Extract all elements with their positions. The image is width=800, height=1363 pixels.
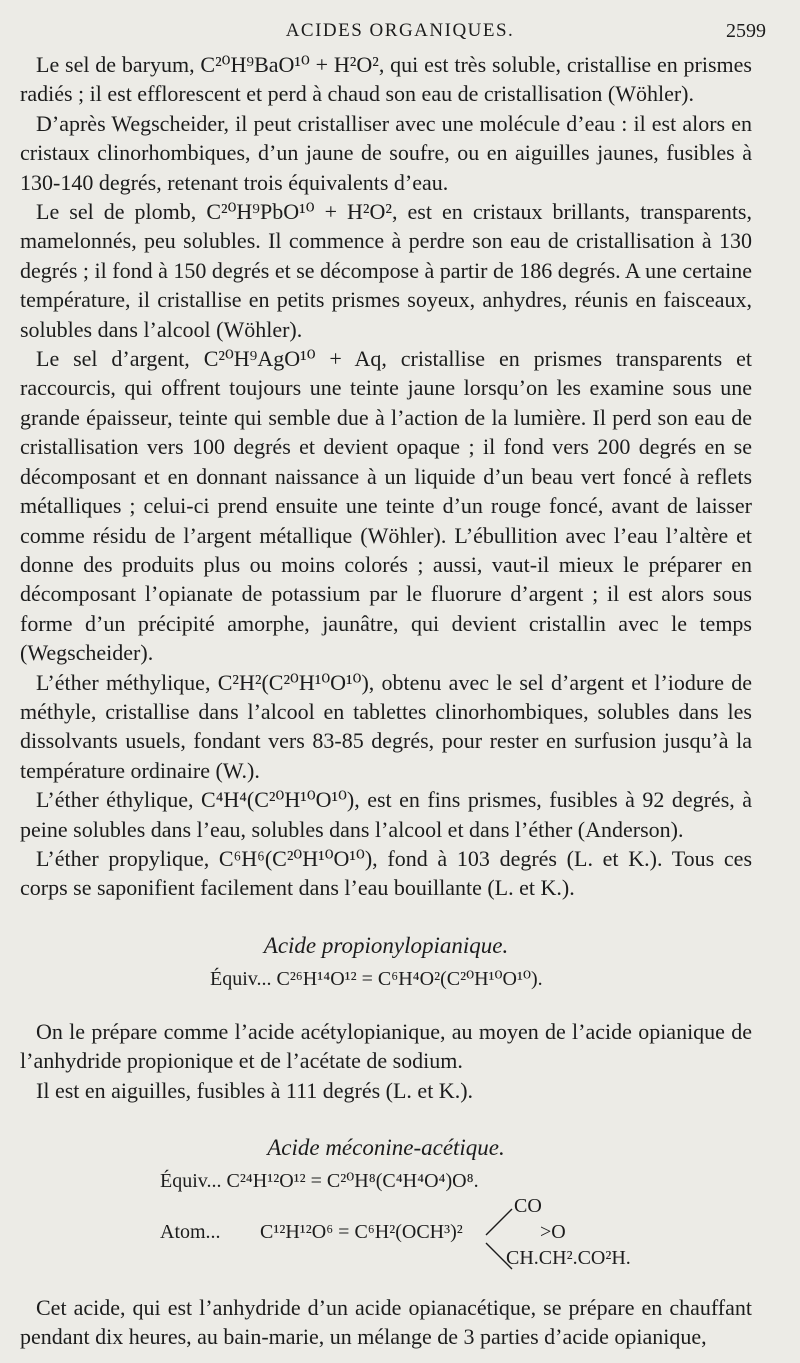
- section-title-meconine-acetique: Acide méconine-acétique.: [267, 1135, 505, 1160]
- paragraph-sel-de-baryum: Le sel de baryum, C²⁰H⁹BaO¹⁰ + H²O², qui est très soluble, cristallise en prismes radiés ; il est efflorescent et perd à chaud son eau de cristallisation (Wöhler).: [20, 52, 752, 107]
- page-number: 2599: [726, 20, 766, 42]
- running-head: ACIDES ORGANIQUES.: [285, 20, 515, 41]
- atom-label: Atom...: [160, 1221, 221, 1243]
- paragraph-wegscheider: D’après Wegscheider, il peut cristalliser avec une molécule d’eau : il est alors en cristaux clinorhombiques, d’un jaune de soufre, ou en aiguilles jaunes, fusibles à 130-140 degrés, retenant trois équivalents d’eau.: [20, 110, 752, 195]
- equiv-formula-meconine-acetique: Équiv... C²⁴H¹²O¹² = C²⁰H⁸(C⁴H⁴O⁴)O⁸.: [160, 1170, 479, 1192]
- atomic-formula-block: [20, 1195, 752, 1275]
- atom-o-bridge: >O: [540, 1221, 566, 1243]
- paragraph-preparation: On le prépare comme l’acide acétylopianique, au moyen de l’acide opianique de l’anhydride propionique et de l’acétate de sodium.: [20, 1018, 752, 1074]
- page-header: [0, 14, 800, 44]
- atom-co-group: CO: [514, 1195, 542, 1217]
- paragraph-ether-methylique: L’éther méthylique, C²H²(C²⁰H¹⁰O¹⁰), obtenu avec le sel d’argent et l’iodure de méthyle, cristallise dans l’alcool en tablettes clinorhombiques, solubles dans les dissolvants usuels, fondant vers 83-85 degrés, pour rester en surfusion jusqu’à la température ordinaire (W.).: [20, 669, 752, 783]
- paragraph-ether-ethylique: L’éther éthylique, C⁴H⁴(C²⁰H¹⁰O¹⁰), est en fins prismes, fusibles à 92 degrés, à peine solubles dans l’eau, solubles dans l’alcool et dans l’éther (Anderson).: [20, 787, 752, 842]
- paragraph-anhydride: Cet acide, qui est l’anhydride d’un acide opianacétique, se prépare en chauffant pendant dix heures, au bain-marie, un mélange de 3 parties d’acide opianique,: [20, 1295, 752, 1350]
- page-body: [20, 50, 752, 1352]
- paragraph-ether-propylique: L’éther propylique, C⁶H⁶(C²⁰H¹⁰O¹⁰), fond à 103 degrés (L. et K.). Tous ces corps se saponifient facilement dans l’eau bouillante (L. et K.).: [20, 845, 752, 901]
- section-title-propionylopianique: Acide propionylopianique.: [263, 932, 509, 958]
- paragraph-sel-d-argent: Le sel d’argent, C²⁰H⁹AgO¹⁰ + Aq, cristallise en prismes transparents et raccourcis, qui offrent toujours une teinte jaune lorsqu’on les examine sous une grande épaisseur, teinte qui semble due à l’action de la lumière. Il perd son eau de cristallisation vers 100 degrés et devient opaque ; il fond vers 200 degrés en se décomposant et en donnant naissance à un liquide d’un beau vert foncé à reflets métalliques ; celui-ci prend ensuite une teinte d’un rouge foncé, avant de laisser comme résidu de l’argent métallique (Wöhler). L’ébullition avec l’eau l’altère et donne des produits plus ou moins colorés ; aussi, vaut-il mieux le préparer en décomposant l’opianate de potassium par le fluorure d’argent ; il est alors sous forme d’un précipité amorphe, jaunâtre, qui devient cristallin avec le temps (Wegscheider).: [20, 346, 752, 666]
- equiv-formula-propionylopianique: Équiv... C²⁶H¹⁴O¹² = C⁶H⁴O²(C²⁰H¹⁰O¹⁰).: [210, 967, 543, 990]
- paragraph-aiguilles: Il est en aiguilles, fusibles à 111 degrés (L. et K.).: [36, 1077, 474, 1103]
- atom-formula: C¹²H¹²O⁶ = C⁶H²(OCH³)²: [260, 1221, 463, 1243]
- atom-ch-chain: CH.CH².CO²H.: [506, 1247, 631, 1269]
- paragraph-sel-de-plomb: Le sel de plomb, C²⁰H⁹PbO¹⁰ + H²O², est en cristaux brillants, transparents, mamelonnés, peu solubles. Il commence à perdre son eau de cristallisation à 130 degrés ; il fond à 150 degrés et se décompose à partir de 186 degrés. A une certaine température, il cristallise en petits prismes soyeux, anhydres, réunis en faisceaux, solubles dans l’alcool (Wöhler).: [20, 199, 752, 342]
